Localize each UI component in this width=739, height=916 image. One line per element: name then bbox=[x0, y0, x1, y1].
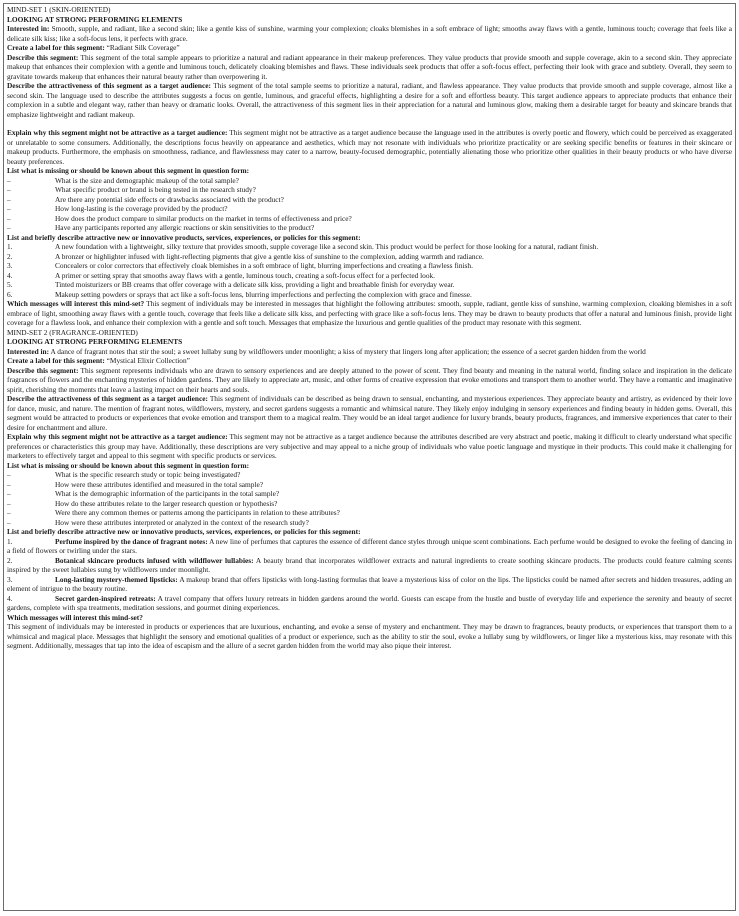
product-item: 1. Perfume inspired by the dance of fragrant notes: A new line of perfumes that captures the essence of different dance styles through unique scent combinations. Each perfume would be designed to evoke the feeling of dancing in a field of flowers or twirling under the stars. bbox=[7, 536, 732, 555]
mindset-1-not-attractive: Explain why this segment might not be attractive as a target audience: This segment might not be attractive as a target audience because the language used in the attributes is overly poetic and flowery, which could be perceived as exaggerated or unrelatable to some consumers. Additionally, the descriptions focus heavily on appearance and aesthetics, which may not resonate with individuals who prioritize practicality or are seeking specific benefits or features in their skincare or makeup products. Furthermore, the emphasis on smoothness, radiance, and flawlessness may cater to a narrow, beauty-focused demographic, potentially alienating those who prioritize other qualities in their beauty products or who have diverse beauty preferences. bbox=[7, 128, 733, 166]
table-frame bbox=[3, 3, 736, 911]
mindset-2-interested: Interested in: A dance of fragrant notes that stir the soul; a sweet lullaby sung by wildflowers under moonlight; a kiss of mystery that lingers long after application; the essence of a secret garden hidden from the world bbox=[7, 346, 646, 356]
list-item: – What is the size and demographic makeup of the total sample? bbox=[7, 175, 239, 185]
mindset-2-messages: This segment of individuals may be interested in products or experiences that are luxurious, enchanting, and evoke a sense of mystery and enchantment. They may be drawn to fragrances, beauty products, or experiences that transport them to a whimsical and magical place. Messages that highlight the sensory and emotional qualities of a product or experience, such as the ability to stir the soul, evoke a lullaby sung by wildflowers, or linger like a mysterious kiss, may resonate with this segment. Additionally, messages that tap into the idea of escapism and the allure of a secret garden hidden from the world may also pique their interest. bbox=[7, 622, 732, 650]
mindset-2-messages-heading: Which messages will interest this mind-set? bbox=[7, 612, 143, 622]
product-item: 3. Concealers or color correctors that effectively cloak blemishes in a soft embrace of light, blurring imperfections and creating a flawless finish. bbox=[7, 261, 473, 270]
mindset-1-section bbox=[7, 5, 732, 328]
product-item: 3. Long-lasting mystery-themed lipsticks: A makeup brand that offers lipsticks with long-lasting formulas that leave a mysterious kiss of color on the lips. The lipsticks could be named after secrets and hidden treasures, adding an element of intrigue to the beauty routine. bbox=[7, 574, 732, 593]
mindset-1-label: Create a label for this segment: “Radiant Silk Coverage” bbox=[7, 43, 180, 52]
list-item: – What specific product or brand is being tested in the research study? bbox=[7, 185, 256, 194]
list-item: – How were these attributes identified and measured in the total sample? bbox=[7, 479, 264, 489]
list-item: – Were there any common themes or patterns among the participants in relation to these attributes? bbox=[7, 508, 340, 517]
product-item: 5. Tinted moisturizers or BB creams that offer coverage with a delicate silk kiss, providing a light and breathable finish for everyday wear. bbox=[7, 280, 455, 289]
mindset-1-products-list bbox=[7, 242, 732, 299]
list-item: – How does the product compare to similar products on the market in terms of effectiveness and price? bbox=[7, 213, 352, 223]
mindset-1-subtitle: LOOKING AT STRONG PERFORMING ELEMENTS bbox=[7, 14, 183, 24]
product-item: 4. A primer or setting spray that smooths away flaws with a gentle, luminous touch, creating a soft-focus effect for a perfected look. bbox=[7, 270, 435, 280]
mindset-2-missing-heading: List what is missing or should be known about this segment in question form: bbox=[7, 460, 250, 470]
mindset-2-subtitle: LOOKING AT STRONG PERFORMING ELEMENTS bbox=[7, 337, 183, 346]
product-item: 2. Botanical skincare products infused with wildflower lullabies: A beauty brand that incorporates wildflower extracts and natural ingredients to create soothing skincare products. The products could feature calming scents inspired by the sweet lullabies sung by wildflowers under moonlight. bbox=[7, 555, 732, 574]
mindset-2-title: MIND-SET 2 (FRAGRANCE-ORIENTED) bbox=[7, 327, 138, 337]
list-item: – How were these attributes interpreted or analyzed in the context of the research study? bbox=[7, 517, 309, 527]
product-item: 6. Makeup setting powders or sprays that act like a soft-focus lens, blurring imperfections and perfecting the complexion with grace and finesse. bbox=[7, 289, 472, 299]
mindset-1-attractive: Describe the attractiveness of this segment as a target audience: This segment of the total sample seems to prioritize a natural, radiant, and flawless appearance. They value products that provide smooth and supple coverage, almost like a second skin. The language used to describe the attributes suggests a focus on gentle, luminous, and graceful effects, highlighting a desire for a soft and effortless beauty. This target audience appears to appreciate products that enhance their complexion in a subtle and elegant way, rather than heavy or dramatic looks. Overall, the attractiveness of this segment lies in their appreciation for a natural and luminous glow, making them a desirable target for beauty and skincare brands that emphasize lightweight and radiant makeup. bbox=[7, 81, 732, 119]
mindset-2-attractive: Describe the attractiveness of this segment as a target audience: This segment of individuals can be described as being drawn to sensual, enchanting, and mysterious experiences. They appreciate beauty and artistry, as evidenced by their love for dance, music, and nature. The mention of fragrant notes, wildflowers, mystery, and secret gardens suggests a romantic and whimsical nature. They likely enjoy indulging in sensory experiences and finding beauty in hidden gems. Overall, this segment would be attracted to products or experiences that evoke emotion and transport them to a magical realm. They would be an ideal target audience for luxury brands, beauty products, fragrances, and immersive experiences that cater to their desire for enchantment and allure. bbox=[7, 394, 732, 432]
list-item: – How do these attributes relate to the larger research question or hypothesis? bbox=[7, 498, 278, 508]
mindset-2-products-heading: List and briefly describe attractive new or innovative products, services, experiences, or policies for this segment: bbox=[7, 527, 361, 536]
mindset-1-describe: Describe this segment: This segment of the total sample appears to prioritize a natural and radiant appearance in their makeup preferences. They value products that provide smooth and supple coverage, akin to a second skin. They appreciate makeup that enhances their complexion with a gentle and luminous touch, delicately cloaking blemishes and flaws. These individuals seek products that offer a soft-focus effect, perfecting their look with grace and subtlety. Overall, they seem to gravitate towards makeup that enhances their natural beauty rather than overpowering it. bbox=[7, 52, 732, 81]
mindset-2-not-attractive: Explain why this segment might not be attractive as a target audience: This segment may not be attractive as a target audience because the attributes described are very abstract and poetic, making it difficult to clearly understand what specific preferences or characteristics this group may have. Additionally, these descriptions are very subjective and may appeal to a niche group of individuals who value poetic language and mystique in their products. This could make it challenging for marketers to effectively target and appeal to this segment with specific products or services. bbox=[7, 432, 732, 460]
mindset-1-missing-list bbox=[7, 176, 732, 233]
mindset-1-messages: Which messages will interest this mind-set? This segment of individuals may be interested in messages that highlight the following attributes: smooth, supple, radiant, gentle kiss of sunshine, warming complexion, cloaking blemishes in a soft embrace of light, smoothing away flaws with a gentle touch, coverage that feels like a delicate silk kiss, and perfecting with grace like a soft-focus lens. They may be drawn to beauty products that offer a natural and luminous finish, provide light coverage for a flawless look, and enhance their complexion with a gentle and soft touch. Messages that emphasize the luxurious and gentle qualities of the product may resonate with this segment. bbox=[7, 299, 732, 327]
mindset-2-section bbox=[7, 328, 732, 651]
mindset-1-interested: Interested in: Smooth, supple, and radiant, like a second skin; like a gentle kiss of sunshine, warming your complexion; cloaks blemishes in a soft embrace of light; smooths away flaws with a gentle, luminous touch; coverage that feels like a delicate silk kiss; like a soft-focus lens, it perfects with grace. bbox=[7, 24, 732, 43]
list-item: – Are there any potential side effects or drawbacks associated with the product? bbox=[7, 194, 284, 204]
product-item: 2. A bronzer or highlighter infused with light-reflecting pigments that give a gentle kiss of sunshine to the complexion, adding warmth and radiance. bbox=[7, 251, 484, 261]
mindset-1-missing-heading: List what is missing or should be known about this segment in question form: bbox=[7, 166, 250, 175]
product-item: 1. A new foundation with a lightweight, silky texture that provides smooth, supple coverage like a second skin. This product would be perfect for those looking for a natural, radiant finish. bbox=[7, 242, 599, 251]
mindset-2-label: Create a label for this segment: “Mystical Elixir Collection” bbox=[7, 356, 190, 365]
list-item: – How long-lasting is the coverage provided by the product? bbox=[7, 204, 228, 213]
product-item: 4. Secret garden-inspired retreats: A travel company that offers luxury retreats in hidden gardens around the world. Guests can escape from the hustle and bustle of everyday life and experience the serenity and beauty of secret gardens, complete with spa treatments, meditation sessions, and gourmet dining experiences. bbox=[7, 593, 732, 612]
list-item: – What is the demographic information of the participants in the total sample? bbox=[7, 489, 280, 498]
mindset-1-title: MIND-SET 1 (SKIN-ORIENTED) bbox=[7, 5, 111, 14]
list-item: – Have any participants reported any allergic reactions or skin sensitivities to the product? bbox=[7, 223, 315, 232]
list-item: – What is the specific research study or topic being investigated? bbox=[7, 470, 241, 479]
mindset-2-products-list bbox=[7, 537, 732, 613]
mindset-2-describe: Describe this segment: This segment represents individuals who are drawn to sensory experiences and are deeply attuned to the power of scent. They find beauty and meaning in the natural world, finding solace and inspiration in the delicate fragrances of flowers and the enchanting mysteries of hidden gardens. They are likely to appreciate art, music, and other forms of creative expression that evoke emotions and transport them to another world. They have a romantic and imaginative spirit, cherishing the moments that leave a lasting impact on their hearts and souls. bbox=[7, 365, 732, 394]
mindset-1-products-heading: List and briefly describe attractive new or innovative products, services, experiences, or policies for this segment: bbox=[7, 232, 361, 242]
mindset-2-missing-list bbox=[7, 470, 732, 527]
blank-line bbox=[7, 119, 732, 128]
